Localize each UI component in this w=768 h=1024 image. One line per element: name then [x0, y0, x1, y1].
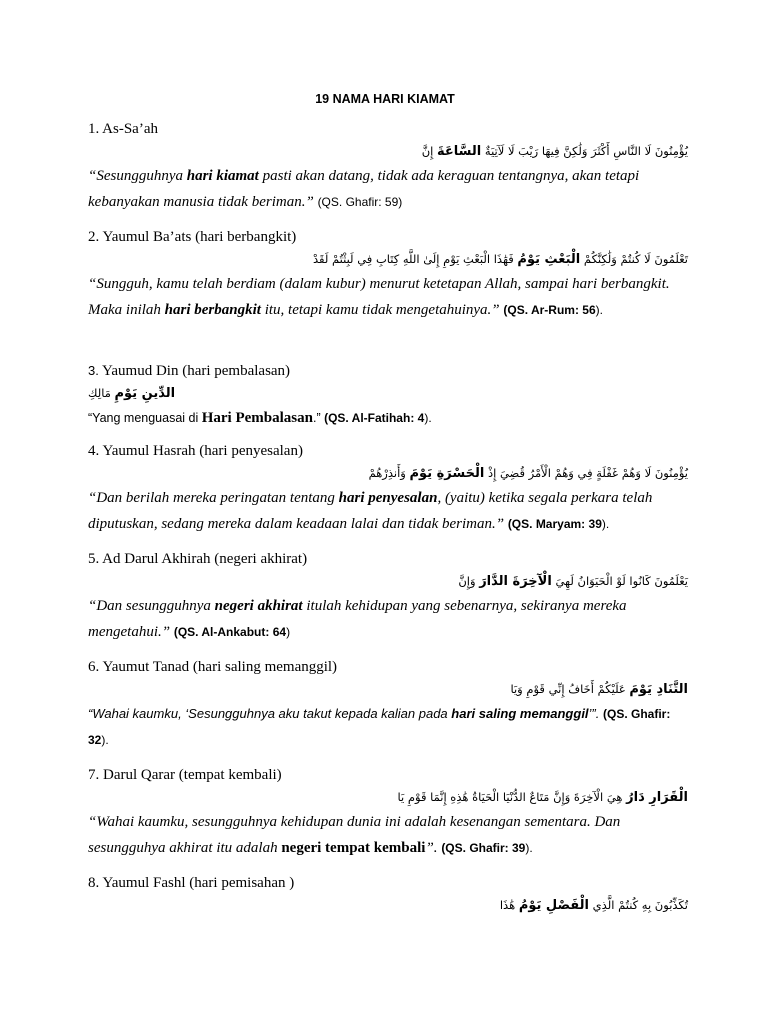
entry-heading	[88, 360, 688, 382]
ref-number: 59	[384, 195, 399, 209]
verse-reference	[508, 517, 609, 531]
translation-keyword: hari kiamat	[186, 168, 259, 184]
translation	[88, 271, 684, 323]
ref-number: 4	[417, 411, 425, 425]
arabic-text: تَعْلَمُونَ لَا كُنتُمْ وَلَٰكِنَّكُمْ	[583, 252, 688, 266]
arabic-highlight: السَّاعَةَ	[437, 144, 482, 159]
arabic-highlight: الْآخِرَةَ الدَّارَ	[479, 574, 552, 589]
arabic-text: وَإِنَّ	[458, 574, 476, 588]
arabic-highlight: الْفَصْلِ يَوْمُ	[518, 898, 590, 913]
verse-reference	[174, 625, 290, 639]
translation-text: , (yaitu) ketika segala perkara telah diputuskan, sedang mereka dalam keadaan lalai dan tidak beriman.”	[88, 490, 653, 532]
page-title: 19 NAMA HARI KIAMAT	[315, 92, 455, 106]
arabic-text: هَٰذَا	[499, 898, 516, 912]
translation-text: “Dan sesungguhnya	[88, 598, 215, 614]
arabic-text: وَأَنذِرْهُمْ	[368, 466, 406, 480]
translation	[88, 405, 684, 431]
arabic-verse	[88, 678, 688, 701]
translation-text: itu, tetapi kamu tidak mengetahuinya.”	[260, 302, 504, 318]
translation-keyword: Hari Pembalasan	[201, 410, 313, 426]
arabic-highlight: الدِّينِ يَوْمِ	[114, 386, 176, 401]
arabic-verse	[88, 570, 688, 593]
translation	[88, 593, 684, 645]
entry-5	[88, 548, 688, 645]
ref-surah: (QS. Ar-Rum:	[503, 303, 583, 317]
translation-text: ’”.	[588, 706, 603, 721]
translation	[88, 701, 684, 753]
arabic-verse	[88, 786, 688, 809]
translation-keyword: hari penyesalan	[338, 490, 438, 506]
entry-heading-text: Yaumud Din (hari pembalasan)	[98, 363, 291, 379]
arabic-text: يُؤْمِنُونَ لَا وَهُمْ غَفْلَةٍ فِي وَهُمْ الْأَمْرُ قُضِيَ إِذْ	[487, 466, 688, 480]
ref-close: ).	[595, 303, 603, 317]
ref-number: 39	[588, 517, 602, 531]
arabic-highlight: التَّنَادِ يَوْمَ	[629, 682, 688, 697]
entry-heading: 2. Yaumul Ba’ats (hari berbangkit)	[88, 229, 297, 245]
verse-reference	[441, 841, 532, 855]
arabic-verse	[88, 248, 688, 271]
arabic-verse	[88, 462, 688, 485]
ref-number: 32	[88, 733, 102, 747]
arabic-verse	[88, 382, 688, 405]
entry-heading: 8. Yaumul Fashl (hari pemisahan )	[88, 875, 295, 891]
entry-6	[88, 656, 688, 753]
translation-text: “Sesungguhnya	[88, 168, 187, 184]
translation-text: itulah kehidupan yang sebenarnya, sekiranya mereka mengetahui.”	[88, 598, 627, 640]
translation-keyword: negeri tempat kembali	[281, 840, 426, 856]
ref-number: 64	[272, 625, 287, 639]
arabic-highlight: الْبَعْثِ يَوْمُ	[517, 252, 581, 267]
ref-close: )	[286, 625, 291, 639]
ref-close: ).	[424, 411, 432, 425]
translation-text: “Yang menguasai di	[88, 411, 202, 425]
ref-surah: (QS. Ghafir:	[603, 707, 671, 721]
entry-4	[88, 440, 688, 537]
entry-heading: 6. Yaumut Tanad (hari saling memanggil)	[88, 659, 338, 675]
translation-text: .”	[312, 411, 325, 425]
translation-text: “Dan berilah mereka peringatan tentang	[88, 490, 339, 506]
arabic-text: فَهَٰذَا الْبَعْثِ يَوْمِ إِلَىٰ اللَّهِ كِتَابِ فِي لَبِثْتُمْ لَقَدْ	[312, 252, 514, 266]
arabic-highlight: الْقَرَارِ دَارُ	[626, 790, 688, 805]
entry-heading: 4. Yaumul Hasrah (hari penyesalan)	[88, 443, 303, 459]
entry-number: 3.	[88, 363, 99, 378]
translation-text: pasti akan datang, tidak ada keraguan tentangnya, akan tetapi kebanyakan manusia tidak beriman.”	[88, 168, 640, 210]
entry-7	[88, 764, 688, 861]
ref-close: )	[398, 195, 403, 209]
entry-heading: 5. Ad Darul Akhirah (negeri akhirat)	[88, 551, 308, 567]
verse-reference	[503, 303, 603, 317]
translation-keyword: hari berbangkit	[164, 302, 261, 318]
translation-text: “Wahai kaumku, sesungguhnya kehidupan dunia ini adalah kesenangan sementara. Dan sesungguhya akhirat itu adalah	[88, 814, 621, 856]
arabic-verse	[88, 894, 688, 917]
ref-surah: (QS. Al-Ankabut:	[173, 625, 273, 639]
translation-text: “Wahai kaumku, ‘Sesungguhnya aku takut kepada kalian pada	[88, 706, 452, 721]
translation-text: ”.	[425, 840, 442, 856]
entry-heading: 1. As-Sa’ah	[88, 121, 158, 137]
translation	[88, 809, 684, 861]
verse-reference	[318, 195, 403, 209]
entry-3	[88, 360, 688, 431]
arabic-text: إِنَّ	[421, 144, 434, 158]
entry-2	[88, 226, 688, 323]
entry-heading: 7. Darul Qarar (tempat kembali)	[88, 767, 282, 783]
arabic-text: تُكَذِّبُونَ بِهِ كُنتُمْ الَّذِي	[592, 898, 688, 912]
ref-close: ).	[601, 517, 610, 531]
arabic-text: يَعْلَمُونَ كَانُوا لَوْ الْحَيَوَانُ لَهِيَ	[555, 574, 688, 588]
ref-surah: (QS. Al-Fatihah:	[324, 411, 418, 425]
arabic-verse	[88, 140, 688, 163]
arabic-text: يُؤْمِنُونَ لَا النَّاسِ أَكْثَرَ وَلَٰكِنَّ فِيهَا رَيْبَ لَا لَآتِيَةٌ	[484, 144, 688, 158]
ref-surah: (QS. Ghafir:	[317, 195, 385, 209]
arabic-text: عَلَيْكُمْ أَخَافُ إِنِّي قَوْمِ وَيَا	[510, 682, 626, 696]
ref-number: 39	[511, 841, 526, 855]
ref-number: 56	[582, 303, 596, 317]
translation-text: “Sungguh, kamu telah berdiam (dalam kubur) menurut ketetapan Allah, sampai hari berbangkit. Maka inilah	[88, 276, 670, 318]
verse-reference	[324, 411, 432, 425]
translation	[88, 485, 684, 537]
ref-close: ).	[525, 841, 533, 855]
arabic-highlight: الْحَسْرَةِ يَوْمَ	[409, 466, 485, 481]
arabic-text: مَالِكِ	[88, 386, 111, 400]
ref-close: ).	[101, 733, 109, 747]
entry-8	[88, 872, 688, 917]
translation-keyword: hari saling memanggil	[451, 706, 589, 721]
arabic-text: هِيَ الْآخِرَةَ وَإِنَّ مَتَاعٌ الدُّنْيَا الْحَيَاةُ هَٰذِهِ إِنَّمَا قَوْمِ يَا	[397, 790, 623, 804]
entry-1	[88, 118, 688, 215]
ref-surah: (QS. Maryam:	[507, 517, 589, 531]
translation-keyword: negeri akhirat	[214, 598, 303, 614]
translation	[88, 163, 684, 215]
ref-surah: (QS. Ghafir:	[441, 841, 512, 855]
